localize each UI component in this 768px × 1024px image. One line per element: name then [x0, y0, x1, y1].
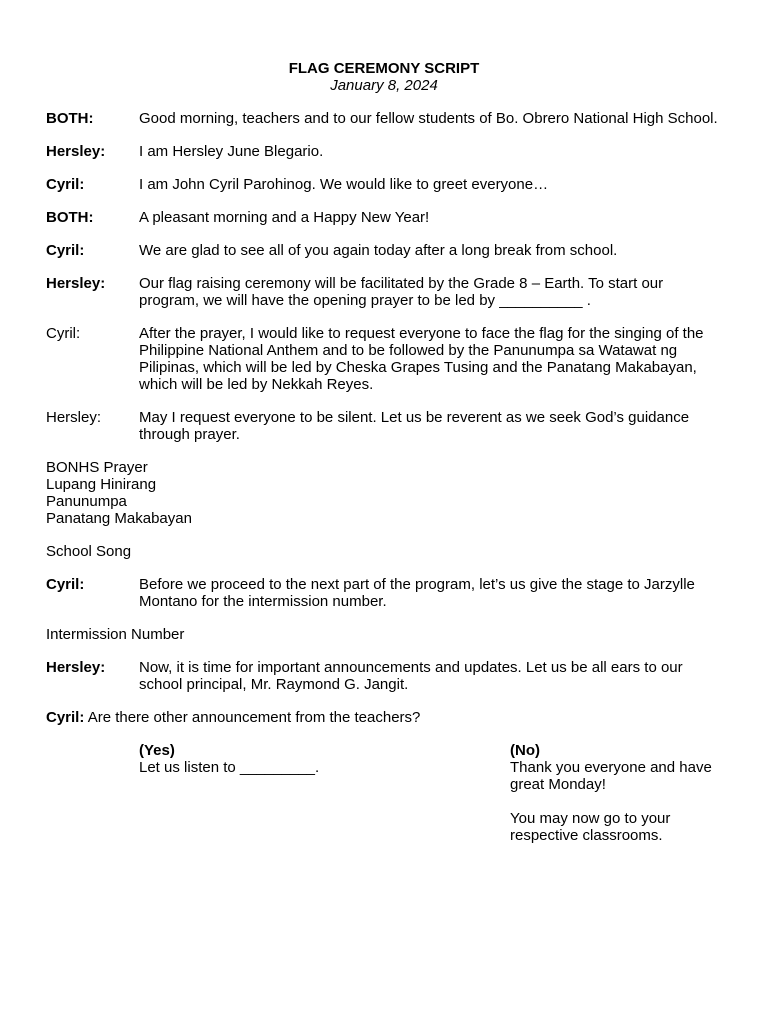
option-yes-label: (Yes)	[139, 742, 175, 759]
program-item: Lupang Hinirang	[46, 476, 157, 493]
speaker-label: Cyril:	[46, 709, 85, 726]
speaker-label: Hersley:	[46, 409, 102, 426]
spacer	[510, 793, 725, 810]
script-line	[46, 275, 728, 309]
program-item: Panunumpa	[46, 493, 127, 510]
response-options	[46, 742, 728, 844]
line-text: We are glad to see all of you again today after a long break from school.	[139, 242, 618, 259]
line-text: After the prayer, I would like to request everyone to face the flag for the singing of the Philippine National Anthem and to be followed by the Panunumpa sa Watawat ng Pilipinas, which will be led by Cheska Grapes Tusing and the Panatang Makabayan, which will be led by Nekkah Reyes.	[139, 325, 704, 393]
option-no-text-2: You may now go to your respective classrooms.	[510, 810, 671, 844]
option-no-text-1: Thank you everyone and have great Monday!	[510, 759, 712, 793]
line-text: I am John Cyril Parohinog. We would like to greet everyone…	[139, 176, 549, 193]
document-date: January 8, 2024	[330, 77, 438, 94]
program-items-list	[46, 459, 728, 527]
option-yes	[139, 742, 510, 844]
option-no-label: (No)	[510, 742, 540, 759]
school-song-label: School Song	[46, 543, 132, 560]
speaker-label: Cyril:	[46, 325, 81, 342]
line-text: Our flag raising ceremony will be facilitated by the Grade 8 – Earth. To start our program, we will have the opening prayer to be led by __________ .	[139, 275, 664, 309]
script-line	[46, 576, 728, 610]
document-title: FLAG CEREMONY SCRIPT	[288, 60, 480, 77]
script-line	[46, 242, 728, 259]
script-line	[46, 325, 728, 393]
document-header	[46, 60, 722, 94]
script-line	[46, 143, 728, 160]
intermission-label: Intermission Number	[46, 626, 185, 643]
speaker-label: Hersley:	[46, 143, 106, 160]
program-item: Panatang Makabayan	[46, 510, 192, 527]
speaker-label: Cyril:	[46, 242, 85, 259]
option-no	[510, 742, 725, 844]
speaker-label: Hersley:	[46, 659, 106, 676]
program-item: BONHS Prayer	[46, 459, 148, 476]
script-line	[46, 176, 728, 193]
script-line	[46, 209, 728, 226]
line-text: I am Hersley June Blegario.	[139, 143, 324, 160]
line-text: Now, it is time for important announcements and updates. Let us be all ears to our school principal, Mr. Raymond G. Jangit.	[139, 659, 683, 693]
speaker-label: Hersley:	[46, 275, 106, 292]
line-text: May I request everyone to be silent. Let us be reverent as we seek God’s guidance through prayer.	[139, 409, 690, 443]
speaker-label: Cyril:	[46, 576, 85, 593]
line-text: Are there other announcement from the teachers?	[87, 709, 421, 726]
line-text: Good morning, teachers and to our fellow students of Bo. Obrero National High School.	[139, 110, 718, 127]
script-line	[46, 659, 728, 693]
script-line	[46, 409, 728, 443]
speaker-label: BOTH:	[46, 110, 94, 127]
line-text: Before we proceed to the next part of the program, let’s us give the stage to Jarzylle Montano for the intermission number.	[139, 576, 695, 610]
speaker-label: BOTH:	[46, 209, 94, 226]
script-line-inline	[46, 709, 728, 726]
option-yes-text: Let us listen to _________.	[139, 759, 320, 776]
script-line	[46, 110, 728, 127]
speaker-label: Cyril:	[46, 176, 85, 193]
line-text: A pleasant morning and a Happy New Year!	[139, 209, 430, 226]
